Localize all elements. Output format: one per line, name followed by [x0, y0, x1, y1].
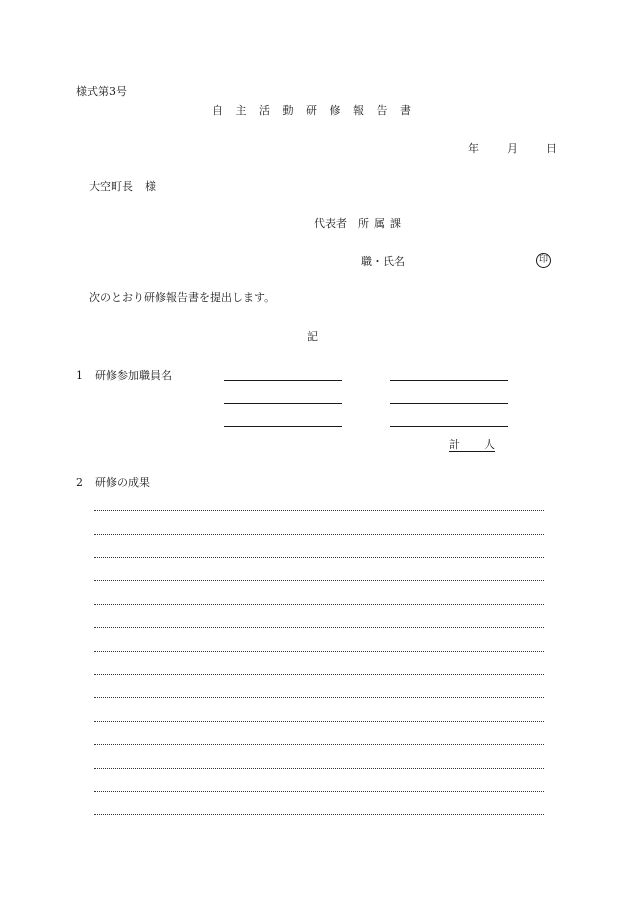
intro-text: 次のとおり研修報告書を提出します。 [89, 291, 276, 304]
results-writing-line[interactable] [94, 744, 544, 745]
date-year-label: 年 [468, 142, 479, 155]
participant-name-line[interactable] [224, 403, 342, 404]
results-writing-line[interactable] [94, 791, 544, 792]
addressee-name: 大空町長 [89, 180, 133, 193]
participant-name-line[interactable] [390, 380, 508, 381]
ki-heading: 記 [307, 330, 318, 343]
addressee-honorific: 様 [145, 180, 156, 193]
results-writing-line[interactable] [94, 814, 544, 815]
results-writing-line[interactable] [94, 580, 544, 581]
section1-number: 1 [76, 369, 83, 382]
participant-name-line[interactable] [224, 380, 342, 381]
total-count-field[interactable] [449, 439, 495, 452]
form-number: 様式第3号 [76, 85, 127, 98]
section1-label: 研修参加職員名 [95, 369, 172, 382]
results-writing-line[interactable] [94, 768, 544, 769]
results-writing-line[interactable] [94, 674, 544, 675]
results-writing-line[interactable] [94, 721, 544, 722]
seal-mark: 印 [536, 253, 551, 268]
total-prefix: 計 [449, 438, 460, 451]
addressee [89, 181, 156, 192]
results-writing-line[interactable] [94, 697, 544, 698]
name-label: 職・氏名 [361, 255, 405, 268]
participant-name-line[interactable] [390, 426, 508, 427]
section2-heading [76, 477, 150, 488]
document-title: 自主活動研修報告書 [212, 104, 424, 117]
date-row [468, 143, 557, 154]
date-month-label: 月 [507, 142, 518, 155]
results-writing-line[interactable] [94, 604, 544, 605]
results-writing-line[interactable] [94, 534, 544, 535]
total-suffix: 人 [484, 438, 495, 451]
department-label: 所属課 [358, 217, 406, 230]
results-writing-line[interactable] [94, 627, 544, 628]
date-day-label: 日 [546, 142, 557, 155]
section2-number: 2 [76, 476, 83, 489]
results-writing-line[interactable] [94, 651, 544, 652]
results-writing-line[interactable] [94, 510, 544, 511]
results-writing-line[interactable] [94, 557, 544, 558]
participant-name-line[interactable] [390, 403, 508, 404]
representative-role: 代表者 [314, 217, 347, 230]
section2-label: 研修の成果 [95, 476, 150, 489]
section1-heading [76, 370, 172, 381]
participant-name-line[interactable] [224, 426, 342, 427]
representative-department-row [314, 218, 406, 229]
